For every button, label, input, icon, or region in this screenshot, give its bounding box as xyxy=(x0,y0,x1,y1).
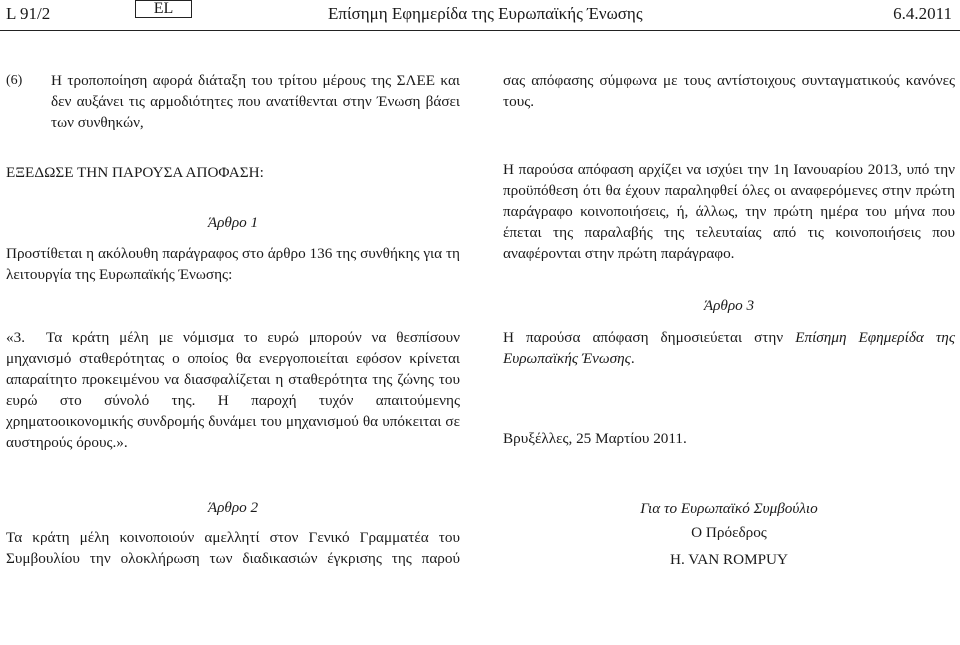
article-3-journal-name: Επίσημη Εφημερίδα της Ευρωπαϊκής Ένωσης xyxy=(503,329,955,367)
article-3-text-end: . xyxy=(630,350,635,367)
article-3-text xyxy=(503,327,955,369)
paragraph-3 xyxy=(6,327,460,453)
recital-text: Η τροποποίηση αφορά διάταξη του τρίτου μέρους της ΣΛΕΕ και δεν αυξάνει τις αρμοδιότητες που ανατίθενται στην Ένωση βάσει των συνθηκών, xyxy=(51,72,460,131)
article-1-text: Προστίθεται η ακόλουθη παράγραφος στο άρθρο 136 της συνθήκης για τη λειτουργία της Ευρωπαϊκής Ένωσης: xyxy=(6,245,460,283)
article-2-heading: Άρθρο 2 xyxy=(207,499,259,516)
header-rule xyxy=(0,30,960,31)
page-header xyxy=(0,0,960,30)
entry-into-force-text: Η παρούσα απόφαση αρχίζει να ισχύει την 1η Ιανουαρίου 2013, υπό την προϋπόθεση ότι θα έχουν παραληφθεί όλες οι αναφερόμενες στην πρώτη παράγραφο κοινοποιήσεις, ή, άλλως, την πρώτη ημέρα του μήνα που έπεται της παραλαβής της τελευταίας από τις κοινοποιήσεις που αναφέρονται στην πρώτη παράγραφο. xyxy=(503,161,955,262)
recital-6 xyxy=(6,70,460,133)
recital-number: (6) xyxy=(6,73,23,88)
paragraph-3-text: Τα κράτη μέλη με νόμισμα το ευρώ μπορούν να θεσπίσουν μηχανισμό σταθερότητας ο οποίος θα ενεργοποιείται εφόσον κρίνεται απαραίτητο προκειμένου να διασφαλίζεται η σταθερότητα της ζώνης του ευρώ στο σύνολό της. Η παροχή τυχόν απαιτούμενης χρηματοοικονομικής συνδρομής δυνάμει του μηχανισμού θα υπόκειται σε αυστηρούς όρους.». xyxy=(6,329,460,451)
paragraph-3-number: «3. xyxy=(6,329,25,346)
enactment-formula: ΕΞΕΔΩΣΕ ΤΗΝ ΠΑΡΟΥΣΑ ΑΠΟΦΑΣΗ: xyxy=(6,164,264,181)
article-3-heading: Άρθρο 3 xyxy=(703,297,755,314)
continuation-text: σας απόφασης σύμφωνα με τους αντίστοιχους συνταγματικούς κανόνες τους. xyxy=(503,72,955,110)
article-3-text-plain: Η παρούσα απόφαση δημοσιεύεται στην xyxy=(503,329,796,346)
signature-name: H. VAN ROMPUY xyxy=(669,551,788,568)
page-reference: L 91/2 xyxy=(6,4,51,23)
article-2-text: Τα κράτη μέλη κοινοποιούν αμελλητί στον Γενικό Γραμματέα του Συμβουλίου την ολοκλήρωση των διαδικασιών έγκρισης της παρού xyxy=(6,529,460,567)
journal-title: Επίσημη Εφημερίδα της Ευρωπαϊκής Ένωσης xyxy=(328,4,643,23)
article-1-heading: Άρθρο 1 xyxy=(207,214,259,231)
signature-role: Ο Πρόεδρος xyxy=(691,524,767,541)
language-code-box: EL xyxy=(135,0,192,18)
signature-for: Για το Ευρωπαϊκό Συμβούλιο xyxy=(640,500,818,517)
place-and-date: Βρυξέλλες, 25 Μαρτίου 2011. xyxy=(503,430,687,447)
publication-date: 6.4.2011 xyxy=(893,4,952,23)
